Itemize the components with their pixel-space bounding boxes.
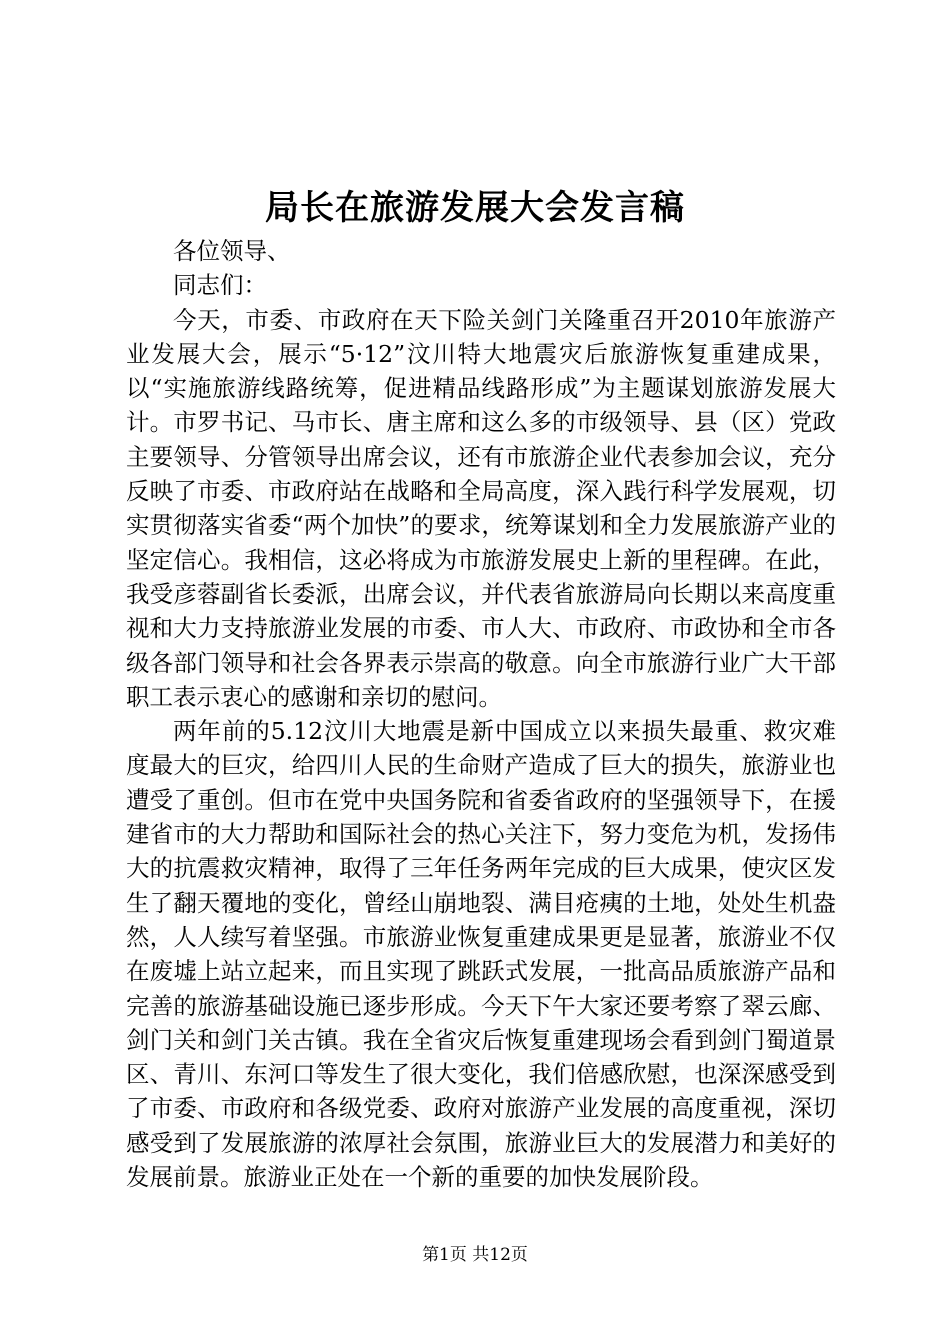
body-paragraph: 今天，市委、市政府在天下险关剑门关隆重召开2010年旅游产业发展大会，展示“5·12”汶川特大地震灾后旅游恢复重建成果，以“实施旅游线路统筹，促进精品线路形成”为主题谋划旅游发展大计。市罗书记、马市长、唐主席和这么多的市级领导、县（区）党政主要领导、分管领导出席会议，还有市旅游企业代表参加会议，充分反映了市委、市政府站在战略和全局高度，深入践行科学发展观，切实贯彻落实省委“两个加快”的要求，统筹谋划和全力发展旅游产业的坚定信心。我相信，这必将成为市旅游发展史上新的里程碑。在此，我受彦蓉副省长委派，出席会议，并代表省旅游局向长期以来高度重视和大力支持旅游业发展的市委、市人大、市政府、市政协和全市各级各部门领导和社会各界表示崇高的敬意。向全市旅游行业广大干部职工表示衷心的感谢和亲切的慰问。 — [126, 305, 836, 711]
body-paragraph: 两年前的5.12汶川大地震是新中国成立以来损失最重、救灾难度最大的巨灾，给四川人民的生命财产造成了巨大的损失，旅游业也遭受了重创。但市在党中央国务院和省委省政府的坚强领导下，在援建省市的大力帮助和国际社会的热心关注下，努力变危为机，发扬伟大的抗震救灾精神，取得了三年任务两年完成的巨大成果，使灾区发生了翻天覆地的变化，曾经山崩地裂、满目疮痍的土地，处处生机盎然，人人续写着坚强。市旅游业恢复重建成果更是显著，旅游业不仅在废墟上站立起来，而且实现了跳跃式发展，一批高品质旅游产品和完善的旅游基础设施已逐步形成。今天下午大家还要考察了翠云廊、剑门关和剑门关古镇。我在全省灾后恢复重建现场会看到剑门蜀道景区、青川、东河口等发生了很大变化，我们倍感欣慰，也深深感受到了市委、市政府和各级党委、政府对旅游产业发展的高度重视，深切感受到了发展旅游的浓厚社会氛围，旅游业巨大的发展潜力和美好的发展前景。旅游业正处在一个新的重要的加快发展阶段。 — [126, 717, 836, 1192]
salutation-line: 同志们： — [173, 271, 267, 300]
salutation-line: 各位领导、 — [173, 237, 291, 265]
page-title: 局长在旅游发展大会发言稿 — [265, 188, 685, 228]
page-footer: 第1页 共12页 — [422, 1245, 528, 1265]
document-body — [126, 234, 836, 1194]
